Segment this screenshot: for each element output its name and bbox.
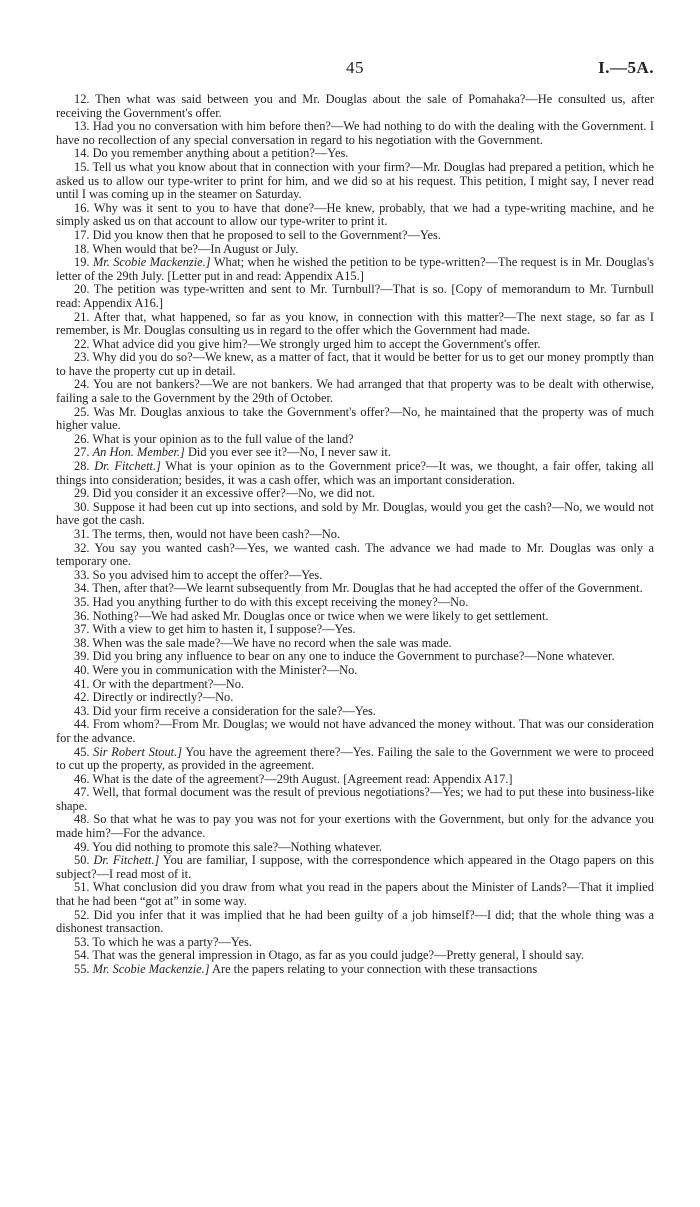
paragraph-text: Are the papers relating to your connection with these transactions — [209, 962, 538, 976]
question-paragraph — [56, 243, 654, 257]
question-paragraph — [56, 120, 654, 147]
speaker-name: Dr. Fitchett.] — [93, 853, 160, 868]
speaker-name: Sir Robert Stout.] — [93, 744, 183, 759]
question-paragraph — [56, 841, 654, 855]
speaker-name: Mr. Scobie Mackenzie.] — [92, 255, 211, 270]
paragraph-text: 30. Suppose it had been cut up into sections, and sold by Mr. Douglas, would you get the cash?—No, we would not have got the cash. — [56, 499, 654, 528]
question-number: 28. — [74, 459, 90, 474]
paragraph-text: 44. From whom?—From Mr. Douglas; we would not have advanced the money without. That was our consideration for the advance. — [56, 717, 654, 745]
question-paragraph — [56, 93, 654, 120]
question-paragraph — [56, 202, 654, 229]
paragraph-text: 22. What advice did you give him?—We strongly urged him to accept the Government's offer. — [74, 336, 541, 351]
question-paragraph — [56, 813, 654, 840]
question-paragraph — [56, 773, 654, 787]
paragraph-text: 20. The petition was type-written and sent to Mr. Turnbull?—That is so. [Copy of memorandum to Mr. Turnbull read: Appendix A16.] — [56, 282, 654, 310]
paragraph-text: 35. Had you anything further to do with this except receiving the money?—No. — [74, 594, 469, 609]
question-paragraph — [56, 718, 654, 745]
document-reference: I.—5A. — [598, 58, 654, 77]
question-paragraph — [56, 542, 654, 569]
paragraph-text: 34. Then, after that?—We learnt subsequently from Mr. Douglas that he had accepted the offer of the Government. — [74, 581, 643, 596]
question-paragraph — [56, 650, 654, 664]
paragraph-text: 23. Why did you do so?—We knew, as a matter of fact, that it would be better for us to get our money promptly than to have the property cut up in detail. — [56, 350, 654, 378]
paragraph-text: 15. Tell us what you know about that in connection with your firm?—Mr. Douglas had prepared a petition, which he asked us to allow our type-writer to print for him, and we did so at his request. This petition, I might say, I never read until I was coming up in the steamer on Saturday. — [56, 159, 654, 202]
paragraph-text: 46. What is the date of the agreement?—29th August. [Agreement read: Appendix A17.] — [74, 771, 513, 786]
paragraph-text: 38. When was the sale made?—We have no record when the sale was made. — [74, 635, 452, 650]
question-paragraph — [56, 678, 654, 692]
question-paragraph — [56, 705, 654, 719]
paragraph-text: 40. Were you in communication with the Minister?—No. — [74, 662, 358, 677]
question-paragraph — [56, 229, 654, 243]
paragraph-text: 21. After that, what happened, so far as you know, in connection with this matter?—The next stage, so far as I remember, is Mr. Douglas consulting us in regard to the offer which the Government had made. — [56, 309, 654, 338]
question-paragraph — [56, 582, 654, 596]
question-paragraph — [56, 501, 654, 528]
paragraph-text: 17. Did you know then that he proposed to sell to the Government?—Yes. — [74, 227, 441, 242]
question-paragraph — [56, 963, 654, 977]
question-paragraph — [56, 433, 654, 447]
question-paragraph — [56, 351, 654, 378]
paragraph-text: What; when he wished the petition to be type-written?—The request is in Mr. Douglas's letter of the 29th July. [Letter put in and read: Appendix A15.] — [56, 255, 654, 283]
question-paragraph — [56, 949, 654, 963]
paragraph-text: 41. Or with the department?—No. — [74, 676, 244, 691]
question-paragraph — [56, 528, 654, 542]
question-paragraph — [56, 338, 654, 352]
paragraph-text: What is your opinion as to the Government price?—It was, we thought, a fair offer, taking all things into consideration; besides, it was a cash offer, which was an important consideration. — [56, 459, 654, 487]
paragraph-text: 14. Do you remember anything about a petition?—Yes. — [74, 146, 349, 161]
paragraph-text: 47. Well, that formal document was the result of previous negotiations?—Yes; we had to put these into business-like shape. — [56, 785, 654, 813]
paragraph-text: 32. You say you wanted cash?—Yes, we wanted cash. The advance we had made to Mr. Douglas was only a temporary one. — [56, 540, 654, 569]
question-paragraph — [56, 487, 654, 501]
question-paragraph — [56, 610, 654, 624]
question-paragraph — [56, 147, 654, 161]
paragraph-text: 54. That was the general impression in Otago, as far as you could judge?—Pretty general, I should say. — [74, 948, 584, 963]
paragraph-text: 42. Directly or indirectly?—No. — [74, 690, 234, 705]
paragraph-text: 24. You are not bankers?—We are not bankers. We had arranged that that property was to be dealt with otherwise, failing a sale to the Government by the 29th of October. — [56, 377, 654, 406]
speaker-name: Mr. Scobie Mackenzie.] — [92, 962, 210, 976]
page-header — [56, 58, 654, 80]
question-paragraph — [56, 596, 654, 610]
paragraph-text: 53. To which he was a party?—Yes. — [74, 934, 252, 949]
question-number: 27. — [74, 445, 90, 460]
paragraph-text: Did you ever see it?—No, I never saw it. — [184, 445, 391, 460]
question-paragraph — [56, 881, 654, 908]
evidence-text — [56, 93, 654, 977]
paragraph-text: 25. Was Mr. Douglas anxious to take the Government's offer?—No, he maintained that the property was of much higher value. — [56, 404, 654, 433]
question-paragraph — [56, 406, 654, 433]
question-paragraph — [56, 909, 654, 936]
page-number: 45 — [346, 58, 364, 77]
paragraph-text: 29. Did you consider it an excessive offer?—No, we did not. — [74, 486, 375, 501]
paragraph-text: 48. So that what he was to pay you was not for your exertions with the Government, but only for the advance you made him?—For the advance. — [56, 812, 654, 841]
question-paragraph — [56, 283, 654, 310]
speaker-name: An Hon. Member.] — [92, 445, 185, 460]
paragraph-text: 12. Then what was said between you and Mr. Douglas about the sale of Pomahaka?—He consulted us, after receiving the Government's offer. — [56, 92, 654, 120]
paragraph-text: 49. You did nothing to promote this sale?—Nothing whatever. — [74, 839, 383, 854]
question-paragraph — [56, 936, 654, 950]
question-paragraph — [56, 460, 654, 487]
paragraph-text: 13. Had you no conversation with him before then?—We had nothing to do with the dealing with the Government. I have no recollection of any special conversation in regard to his negotiation with the Government. — [56, 119, 654, 147]
question-paragraph — [56, 637, 654, 651]
question-number: 45. — [74, 744, 90, 759]
paragraph-text: 52. Did you infer that it was implied that he had been guilty of a job himself?—I did; that the whole thing was a dishonest transaction. — [56, 907, 654, 936]
paragraph-text: 43. Did your firm receive a consideration for the sale?—Yes. — [74, 703, 376, 718]
paragraph-text: 31. The terms, then, would not have been cash?—No. — [74, 527, 341, 541]
question-paragraph — [56, 691, 654, 705]
question-paragraph — [56, 569, 654, 583]
question-paragraph — [56, 746, 654, 773]
paragraph-text: 39. Did you bring any influence to bear on any one to induce the Government to purchase?—None whatever. — [74, 649, 615, 664]
paragraph-text: You are familiar, I suppose, with the correspondence which appeared in the Otago papers on this subject?—I read most of it. — [56, 853, 654, 881]
question-paragraph — [56, 786, 654, 813]
question-number: 19. — [74, 255, 90, 270]
paragraph-text: 37. With a view to get him to hasten it, I suppose?—Yes. — [74, 622, 356, 637]
paragraph-text: 33. So you advised him to accept the offer?—Yes. — [74, 567, 323, 582]
paragraph-text: 51. What conclusion did you draw from what you read in the papers about the Minister of Lands?—That it implied that he had been “got at” in some way. — [56, 880, 654, 909]
question-paragraph — [56, 311, 654, 338]
question-paragraph — [56, 854, 654, 881]
question-paragraph — [56, 446, 654, 460]
paragraph-text: You have the agreement there?—Yes. Failing the sale to the Government we were to proceed to cut up the property, as provided in the agreement. — [56, 744, 654, 773]
speaker-name: Dr. Fitchett.] — [94, 459, 161, 474]
paragraph-text: 36. Nothing?—We had asked Mr. Douglas once or twice when we were likely to get settlement. — [74, 608, 549, 623]
question-number: 55. — [74, 962, 90, 976]
question-paragraph — [56, 664, 654, 678]
paragraph-text: 18. When would that be?—In August or July. — [74, 241, 299, 256]
question-paragraph — [56, 378, 654, 405]
paragraph-text: 16. Why was it sent to you to have that done?—He knew, probably, that we had a type-writing machine, and he simply asked us on that account to allow our type-writer to print it. — [56, 200, 654, 229]
question-paragraph — [56, 161, 654, 202]
paragraph-text: 26. What is your opinion as to the full value of the land? — [74, 431, 354, 446]
question-paragraph — [56, 623, 654, 637]
question-number: 50. — [74, 853, 90, 868]
question-paragraph — [56, 256, 654, 283]
